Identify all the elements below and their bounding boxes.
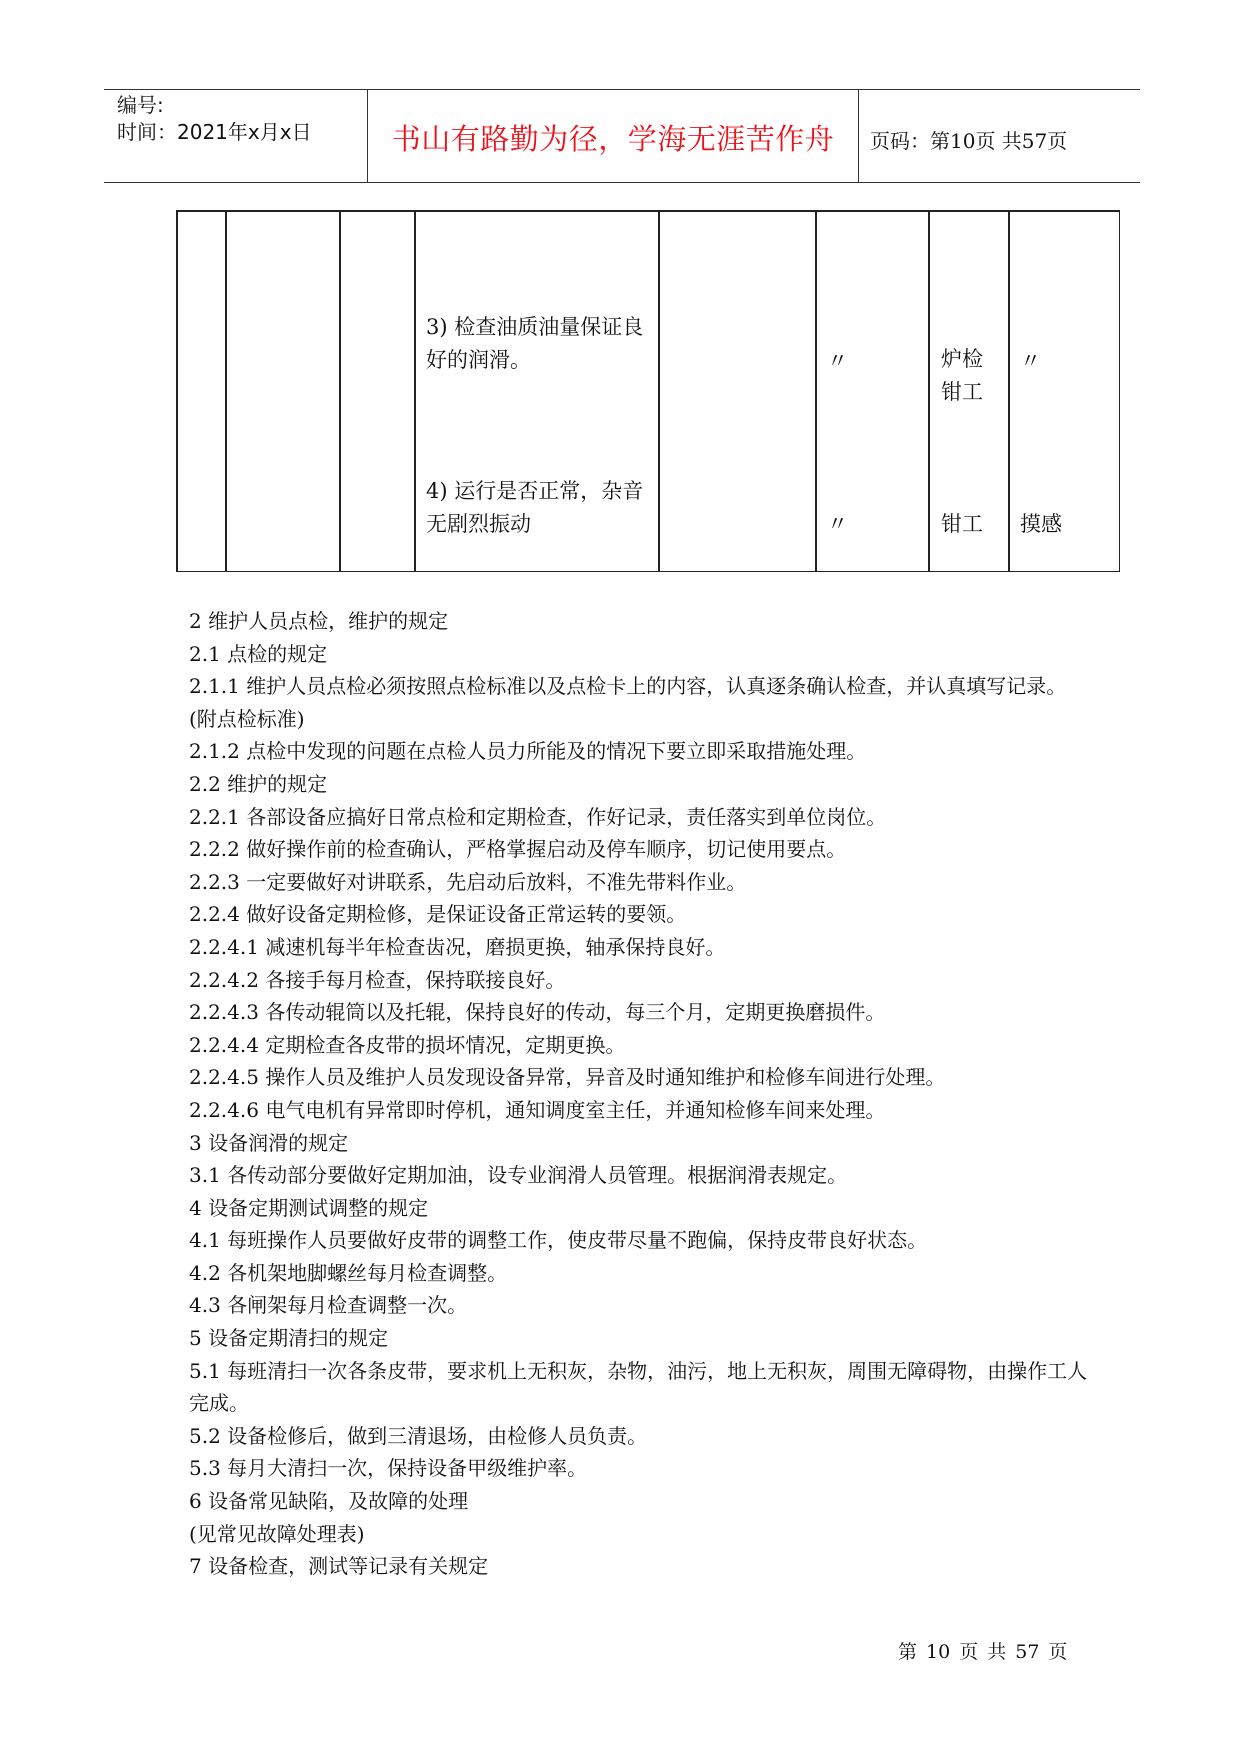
table-col-sep-3 [414,210,416,572]
table-col-sep-5 [815,210,817,572]
page-footer [898,1637,1076,1664]
paragraph: 2.2.4.4 定期检查各皮带的损坏情况，定期更换。 [189,1032,626,1057]
paragraph: 2.2.4.6 电气电机有异常即时停机，通知调度室主任，并通知检修车间来处理。 [189,1097,886,1122]
document-body [189,605,1089,1583]
paragraph: 4.1 每班操作人员要做好皮带的调整工作，使皮带尽量不跑偏，保持皮带良好状态。 [189,1228,928,1253]
header-divider-right [858,89,859,182]
table-col-sep-7 [1008,210,1010,572]
table-col-sep-6 [928,210,930,572]
paragraph: 3 设备润滑的规定 [189,1130,349,1155]
table-cell-content: 4) 运行是否正常，杂音无剧烈振动 [426,479,644,536]
table-cell-worker: 炉检钳工 [941,347,983,404]
table-border-top [176,210,1120,212]
paragraph: 2.1.1 维护人员点检必须按照点检标准以及点检卡上的内容，认真逐条确认检查，并认真填写记录。(附点检标准) [189,674,1067,731]
paragraph: 2.2.4.2 各接手每月检查，保持联接良好。 [189,967,566,992]
paragraph: 5.2 设备检修后，做到三清退场，由检修人员负责。 [189,1423,648,1448]
table-cell-frequency: 〃 [827,349,848,373]
paragraph: 4.3 各闸架每月检查调整一次。 [189,1293,468,1318]
paragraph: 2.2.4.5 操作人员及维护人员发现设备异常，异音及时通知维护和检修车间进行处理。 [189,1065,946,1090]
paragraph: 7 设备检查，测试等记录有关规定 [189,1554,489,1579]
table-cell-method: 〃 [1020,349,1041,373]
table-cell-worker: 钳工 [941,512,983,536]
time-label: 时间：2021年x月x日 [117,120,312,144]
paragraph: 2.2.4 做好设备定期检修，是保证设备正常运转的要领。 [189,902,687,927]
table-col-sep-4 [658,210,660,572]
table-cell-content: 3) 检查油质油量保证良好的润滑。 [426,315,644,372]
paragraph: 2.1 点检的规定 [189,641,328,666]
paragraph: 2.2.2 做好操作前的检查确认，严格掌握启动及停车顺序，切记使用要点。 [189,837,847,862]
header-page-number: 页码：第10页 共57页 [870,129,1068,153]
paragraph: 2.2.4.1 减速机每半年检查齿况，磨损更换，轴承保持良好。 [189,934,726,959]
paragraph: 3.1 各传动部分要做好定期加油，设专业润滑人员管理。根据润滑表规定。 [189,1163,848,1188]
paragraph: 4 设备定期测试调整的规定 [189,1195,429,1220]
paragraph: 2.1.2 点检中发现的问题在点检人员力所能及的情况下要立即采取措施处理。 [189,739,867,764]
paragraph: 5.3 每月大清扫一次，保持设备甲级维护率。 [189,1456,588,1481]
table-border-bottom [176,571,1120,573]
maintenance-table [176,210,1120,572]
header-meta [117,92,312,146]
header-top-rule [104,89,1140,90]
serial-label: 编号: [117,93,164,117]
footer-text: 页 [959,1641,979,1663]
table-cell-frequency: 〃 [827,512,848,536]
paragraph: 5.1 每班清扫一次各条皮带，要求机上无积灰，杂物，油污，地上无积灰，周围无障碍物，由操作工人完成。 [189,1358,1088,1416]
paragraph: 2.2 维护的规定 [189,771,328,796]
footer-text: 第 [898,1641,918,1663]
paragraph: 2.2.1 各部设备应搞好日常点检和定期检查，作好记录，责任落实到单位岗位。 [189,804,887,829]
table-border-left [176,210,178,572]
footer-total-pages: 57 [1015,1641,1040,1663]
footer-text: 页 [1048,1641,1068,1663]
paragraph: (见常见故障处理表) [189,1521,365,1546]
footer-text: 共 [987,1641,1007,1663]
table-col-sep-2 [339,210,341,572]
table-border-right [1119,210,1121,572]
paragraph: 6 设备常见缺陷，及故障的处理 [189,1489,469,1514]
table-cell-method: 摸感 [1020,512,1062,536]
paragraph: 2 维护人员点检，维护的规定 [189,609,449,633]
header-motto: 书山有路勤为径，学海无涯苦作舟 [391,122,835,156]
paragraph: 2.2.3 一定要做好对讲联系，先启动后放料，不准先带料作业。 [189,869,747,894]
header-bottom-rule [104,182,1140,183]
paragraph: 5 设备定期清扫的规定 [189,1326,389,1351]
paragraph: 4.2 各机架地脚螺丝每月检查调整。 [189,1260,508,1285]
table-col-sep-1 [225,210,227,572]
footer-current-page: 10 [926,1641,951,1663]
paragraph: 2.2.4.3 各传动辊筒以及托辊，保持良好的传动，每三个月，定期更换磨损件。 [189,1000,886,1025]
